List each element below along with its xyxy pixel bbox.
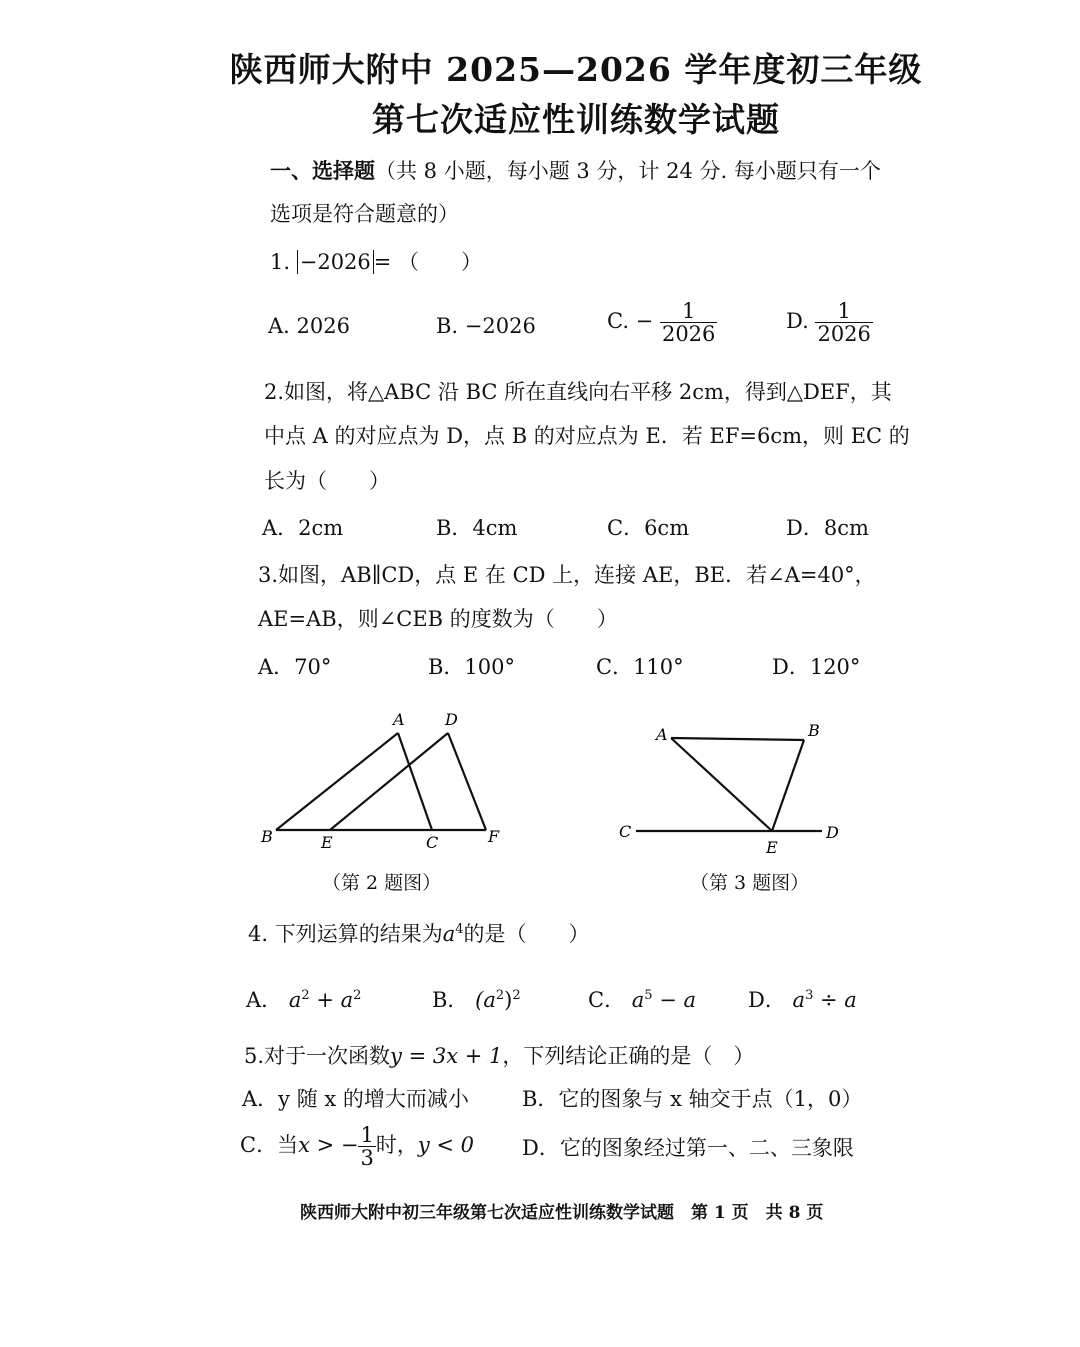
q1-option-d-prefix: D. xyxy=(786,309,809,334)
q2-stem-line2: 中点 A 的对应点为 D，点 B 的对应点为 E．若 EF=6cm，则 EC 的 xyxy=(264,424,910,448)
q1-stem-tail: = （ ） xyxy=(373,250,483,274)
q5-stem xyxy=(244,1044,754,1069)
q1-option-d-denominator: 2026 xyxy=(817,322,871,347)
q2-stem-line3: 长为（ ） xyxy=(264,469,390,493)
q4-option-a-base1: a xyxy=(288,988,302,1012)
fig2-label-c: C xyxy=(426,833,439,852)
q3-option-d: D．120° xyxy=(772,655,861,679)
q5-option-c-x: x > − xyxy=(298,1133,359,1158)
q1-option-c-prefix: C. − xyxy=(607,309,654,334)
q1-option-c-numerator: 1 xyxy=(660,300,717,323)
q5-option-c-numerator: 1 xyxy=(360,1123,374,1147)
q1-abs-value: −2026 xyxy=(297,250,374,274)
q4-option-a-exp1: 2 xyxy=(301,988,310,1003)
fig3-segment-be xyxy=(772,740,804,831)
q4-option-a-exp2: 2 xyxy=(353,988,362,1003)
q4-stem-post: 的是（ ） xyxy=(463,922,590,946)
q4-option-d xyxy=(748,988,857,1013)
fig2-label-f: F xyxy=(488,827,500,846)
fig2-side-ed xyxy=(330,733,448,830)
page-footer: 陕西师大附中初三年级第七次适应性训练数学试题 第 1 页 共 8 页 xyxy=(300,1203,824,1223)
q4-option-c xyxy=(588,988,696,1013)
q4-option-b-label: B． xyxy=(432,988,469,1012)
q4-stem-base: a xyxy=(442,922,456,946)
q4-option-b-exp-out: 2 xyxy=(512,988,521,1003)
fig2-side-ac xyxy=(398,733,432,830)
q4-option-d-label: D． xyxy=(748,988,786,1012)
q5-option-c-pre: C．当 xyxy=(240,1133,299,1158)
q4-option-a-base2: a xyxy=(340,988,354,1012)
fig3-label-e: E xyxy=(766,838,778,857)
q4-option-a-label: A． xyxy=(246,988,283,1012)
q4-option-b-exp-in: 2 xyxy=(495,988,505,1003)
fig2-caption: （第 2 题图） xyxy=(322,872,442,894)
q4-option-d-exp: 3 xyxy=(805,988,814,1003)
q3-option-a: A．70° xyxy=(258,655,332,679)
fig3-caption: （第 3 题图） xyxy=(690,872,810,894)
q5-option-b: B．它的图象与 x 轴交于点（1，0） xyxy=(522,1087,863,1111)
q3-option-c: C．110° xyxy=(596,655,684,679)
q5-option-c-fraction xyxy=(358,1124,375,1169)
q2-option-c: C．6cm xyxy=(607,516,690,540)
q1-option-b: B. −2026 xyxy=(436,314,536,338)
section1-label: 一、选择题 xyxy=(270,158,375,183)
q4-stem xyxy=(248,922,590,947)
fig3-label-d: D xyxy=(826,823,839,842)
fig3-segment-ab xyxy=(671,738,804,740)
q2-option-a: A．2cm xyxy=(262,516,344,540)
fig3-label-b: B xyxy=(808,721,820,740)
q4-option-a-op: + xyxy=(309,988,341,1012)
q4-stem-exponent: 4 xyxy=(455,922,464,937)
q2-stem-line1: 2.如图，将△ABC 沿 BC 所在直线向右平移 2cm，得到△DEF，其 xyxy=(264,380,892,404)
fig2-side-df xyxy=(448,733,486,830)
q5-option-c xyxy=(240,1124,474,1169)
q4-option-a xyxy=(246,988,361,1013)
section1-desc-line2: 选项是符合题意的） xyxy=(270,202,459,226)
q3-option-b: B．100° xyxy=(428,655,516,679)
q1-option-d-numerator: 1 xyxy=(815,300,872,323)
exam-title-line2: 第七次适应性训练数学试题 xyxy=(372,100,780,139)
section1-desc-line1: （共 8 小题，每小题 3 分，计 24 分. 每小题只有一个 xyxy=(375,159,881,183)
q4-stem-pre: 4. 下列运算的结果为 xyxy=(248,922,443,946)
q4-option-b-close: ) xyxy=(504,988,513,1012)
q1-number: 1. xyxy=(270,250,291,274)
fig2-label-e: E xyxy=(321,833,333,852)
q3-stem-line2: AE=AB，则∠CEB 的度数为（ ） xyxy=(258,607,618,631)
fig3-label-c: C xyxy=(619,822,632,841)
fig3-label-a: A xyxy=(656,725,668,744)
q2-option-d: D．8cm xyxy=(786,516,869,540)
q4-option-c-base: a xyxy=(631,988,645,1012)
q5-stem-pre: 5.对于一次函数 xyxy=(244,1044,391,1068)
q1-option-a: A. 2026 xyxy=(268,314,350,338)
q5-option-a: A．y 随 x 的增大而减小 xyxy=(242,1087,469,1111)
q1-option-c-denominator: 2026 xyxy=(661,322,716,347)
q5-option-c-post: 时， xyxy=(375,1133,418,1158)
exam-title-line1: 陕西师大附中 2025—2026 学年度初三年级 xyxy=(229,50,923,89)
q4-option-c-label: C． xyxy=(588,988,626,1012)
fig2-label-b: B xyxy=(261,827,273,846)
q4-option-b-base: (a xyxy=(475,988,496,1012)
q5-option-c-y: y < 0 xyxy=(417,1133,475,1158)
q4-option-c-exp: 5 xyxy=(644,988,653,1003)
q4-option-b xyxy=(432,988,521,1013)
q5-stem-function: y = 3x + 1 xyxy=(390,1044,503,1068)
fig2-label-a: A xyxy=(393,710,405,729)
q5-stem-post: ，下列结论正确的是（ ） xyxy=(502,1044,755,1068)
q3-stem-line1: 3.如图，AB∥CD，点 E 在 CD 上，连接 AE，BE．若∠A=40°， xyxy=(258,563,876,587)
fig3-segment-ae xyxy=(671,738,772,831)
fig2-label-d: D xyxy=(445,710,458,729)
fig2-side-ba xyxy=(276,733,398,830)
q4-option-d-tail: ÷ a xyxy=(813,988,857,1012)
q5-option-c-denominator: 3 xyxy=(360,1146,374,1171)
q4-option-c-tail: − a xyxy=(652,988,697,1012)
q5-option-d: D．它的图象经过第一、二、三象限 xyxy=(522,1136,854,1160)
q2-option-b: B．4cm xyxy=(436,516,518,540)
q4-option-d-base: a xyxy=(792,988,806,1012)
